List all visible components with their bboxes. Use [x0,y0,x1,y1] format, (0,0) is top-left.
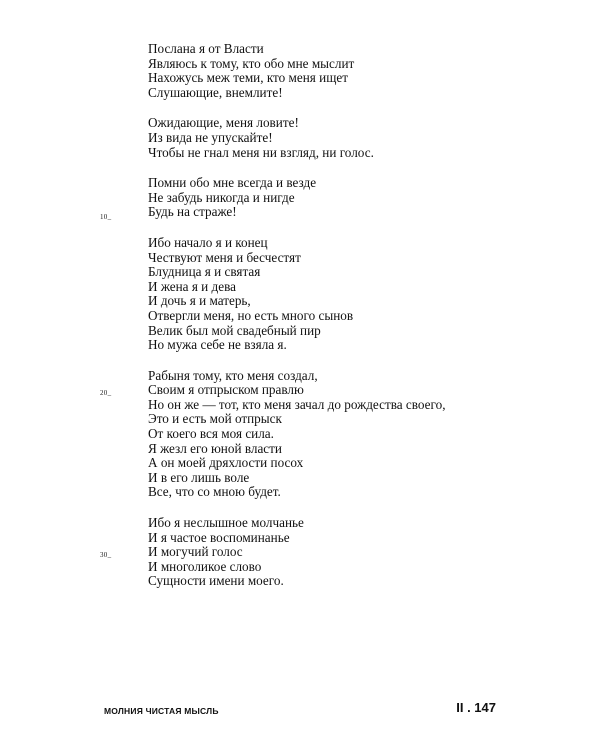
stanza-6 [148,516,548,589]
poem-line: И могучий голос [148,544,243,560]
poem-line: Являюсь к тому, кто обо мне мыслит [148,55,355,71]
poem-line: И я частое воспоминанье [148,529,290,545]
poem-line: Своим я отпрыском правлю [148,382,304,398]
poem-line: Блудница я и святая [148,264,261,280]
poem-line: Велик был мой свадебный пир [148,322,321,338]
poem-line: Все, что со мною будет. [148,484,281,500]
stanza-3 [148,176,548,220]
poem-line: Сущности имени моего. [148,573,284,589]
poem-line: Послана я от Власти [148,41,264,56]
poem-line: Из вида не упускайте! [148,129,273,145]
poem-line: Чествуют меня и бесчестят [148,249,301,265]
line-number-20: 20_ [100,389,112,397]
poem-line: Будь на страже! [148,204,237,220]
poem-line: А он моей дряхлости посох [148,455,304,471]
running-footer-title: МОЛНИЯ ЧИСТАЯ МЫСЛЬ [104,706,219,716]
poem-line: Ибо начало я и конец [148,234,268,250]
line-number-10: 10_ [100,213,112,221]
poem-line: Нахожусь меж теми, кто меня ищет [148,70,348,86]
poem-line: Я жезл его юной власти [148,440,282,456]
poem-line: Это и есть мой отпрыск [148,411,282,427]
page-number: II . 147 [456,700,496,715]
poem-line: И жена я и дева [148,278,237,294]
poem-line: Рабыня тому, кто меня создал, [148,367,318,383]
stanza-5 [148,369,548,500]
stanza-1 [148,42,548,100]
poem-line: Но он же — тот, кто меня зачал до рождества своего, [148,396,446,412]
poem-line: Не забудь никогда и нигде [148,189,295,205]
poem-line: И в его лишь воле [148,469,250,485]
poem-line: И дочь я и матерь, [148,293,251,309]
stanza-4 [148,236,548,353]
poem-line: Но мужа себе не взяла я. [148,337,287,353]
poem-line: Отвергли меня, но есть много сынов [148,307,354,323]
poem-line: От коего вся моя сила. [148,426,274,442]
poem-body [148,42,548,605]
poem-line: Чтобы не гнал меня ни взгляд, ни голос. [148,144,374,160]
stanza-2 [148,116,548,160]
poem-line: И многоликое слово [148,558,262,574]
poem-line: Ожидающие, меня ловите! [148,115,299,131]
line-number-30: 30_ [100,551,112,559]
poem-line: Помни обо мне всегда и везде [148,175,317,191]
poem-line: Слушающие, внемлите! [148,84,283,100]
poem-line: Ибо я неслышное молчанье [148,515,304,531]
